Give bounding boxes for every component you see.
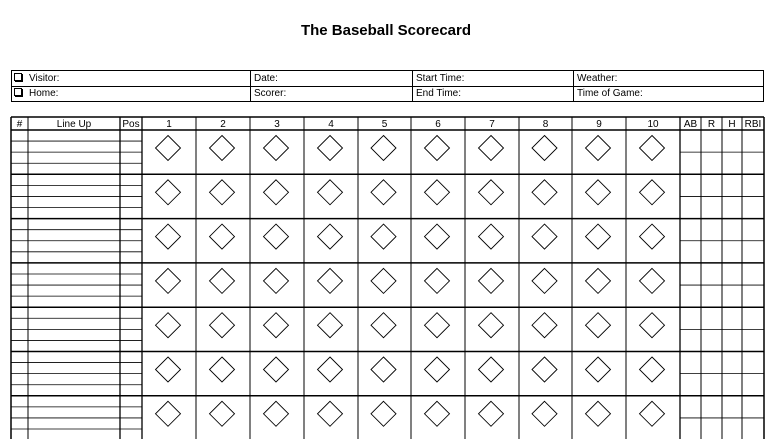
header-inning-10: 10	[647, 119, 659, 130]
header-lineup: Line Up	[56, 119, 92, 130]
base-diamond[interactable]	[156, 136, 181, 161]
base-diamond[interactable]	[640, 180, 665, 205]
base-diamond[interactable]	[586, 136, 611, 161]
header-inning-9: 9	[596, 119, 602, 130]
base-diamond[interactable]	[586, 224, 611, 249]
header-h: H	[728, 119, 736, 130]
base-diamond[interactable]	[371, 401, 396, 426]
base-diamond[interactable]	[532, 357, 557, 382]
date-label: Date:	[254, 73, 278, 84]
base-diamond[interactable]	[156, 224, 181, 249]
base-diamond[interactable]	[371, 313, 396, 338]
base-diamond[interactable]	[210, 180, 235, 205]
start-time-label: Start Time:	[416, 73, 465, 84]
base-diamond[interactable]	[264, 357, 289, 382]
base-diamond[interactable]	[532, 136, 557, 161]
base-diamond[interactable]	[318, 268, 343, 293]
base-diamond[interactable]	[371, 357, 396, 382]
base-diamond[interactable]	[210, 268, 235, 293]
base-diamond[interactable]	[586, 357, 611, 382]
base-diamond[interactable]	[210, 136, 235, 161]
base-diamond[interactable]	[640, 136, 665, 161]
base-diamond[interactable]	[425, 180, 450, 205]
base-diamond[interactable]	[532, 268, 557, 293]
header-inning-4: 4	[328, 119, 334, 130]
base-diamond[interactable]	[425, 268, 450, 293]
base-diamond[interactable]	[586, 268, 611, 293]
base-diamond[interactable]	[586, 313, 611, 338]
base-diamond[interactable]	[640, 268, 665, 293]
base-diamond[interactable]	[156, 401, 181, 426]
header-ab: AB	[683, 119, 698, 130]
base-diamond[interactable]	[425, 357, 450, 382]
end-time-label: End Time:	[416, 88, 462, 99]
weather-label: Weather:	[577, 73, 618, 84]
time-of-game-label: Time of Game:	[577, 88, 643, 99]
base-diamond[interactable]	[318, 180, 343, 205]
base-diamond[interactable]	[586, 180, 611, 205]
base-diamond[interactable]	[318, 136, 343, 161]
base-diamond[interactable]	[318, 357, 343, 382]
base-diamond[interactable]	[156, 313, 181, 338]
base-diamond[interactable]	[264, 268, 289, 293]
base-diamond[interactable]	[318, 313, 343, 338]
header-rbi: RBI	[744, 119, 762, 130]
base-diamond[interactable]	[318, 401, 343, 426]
visitor-label: Visitor:	[29, 73, 60, 84]
header-inning-7: 7	[489, 119, 495, 130]
base-diamond[interactable]	[210, 357, 235, 382]
base-diamond[interactable]	[210, 224, 235, 249]
base-diamond[interactable]	[264, 180, 289, 205]
header-number: #	[16, 119, 23, 130]
base-diamond[interactable]	[425, 401, 450, 426]
base-diamond[interactable]	[586, 401, 611, 426]
base-diamond[interactable]	[425, 136, 450, 161]
base-diamond[interactable]	[640, 224, 665, 249]
base-diamond[interactable]	[371, 268, 396, 293]
base-diamond[interactable]	[479, 401, 504, 426]
base-diamond[interactable]	[425, 313, 450, 338]
base-diamond[interactable]	[479, 180, 504, 205]
header-inning-3: 3	[274, 119, 280, 130]
base-diamond[interactable]	[640, 313, 665, 338]
base-diamond[interactable]	[532, 401, 557, 426]
base-diamond[interactable]	[371, 224, 396, 249]
base-diamond[interactable]	[532, 224, 557, 249]
base-diamond[interactable]	[532, 180, 557, 205]
base-diamond[interactable]	[479, 313, 504, 338]
base-diamond[interactable]	[156, 357, 181, 382]
base-diamond[interactable]	[640, 357, 665, 382]
base-diamond[interactable]	[264, 401, 289, 426]
base-diamond[interactable]	[264, 136, 289, 161]
base-diamond[interactable]	[318, 224, 343, 249]
base-diamond[interactable]	[532, 313, 557, 338]
header-inning-1: 1	[166, 119, 172, 130]
base-diamond[interactable]	[479, 268, 504, 293]
base-diamond[interactable]	[264, 224, 289, 249]
base-diamond[interactable]	[156, 180, 181, 205]
home-label: Home:	[29, 88, 59, 99]
header-inning-6: 6	[435, 119, 441, 130]
base-diamond[interactable]	[479, 224, 504, 249]
header-inning-8: 8	[542, 119, 549, 130]
base-diamond[interactable]	[156, 268, 181, 293]
base-diamond[interactable]	[479, 136, 504, 161]
base-diamond[interactable]	[264, 313, 289, 338]
base-diamond[interactable]	[425, 224, 450, 249]
base-diamond[interactable]	[210, 313, 235, 338]
base-diamond[interactable]	[479, 357, 504, 382]
base-diamond[interactable]	[371, 136, 396, 161]
header-pos: Pos	[122, 119, 140, 130]
header-inning-5: 5	[381, 119, 388, 130]
page-title: The Baseball Scorecard	[300, 22, 472, 39]
base-diamond[interactable]	[210, 401, 235, 426]
base-diamond[interactable]	[371, 180, 396, 205]
header-inning-2: 2	[220, 119, 226, 130]
header-r: R	[707, 119, 716, 130]
base-diamond[interactable]	[640, 401, 665, 426]
scorer-label: Scorer:	[254, 88, 287, 99]
